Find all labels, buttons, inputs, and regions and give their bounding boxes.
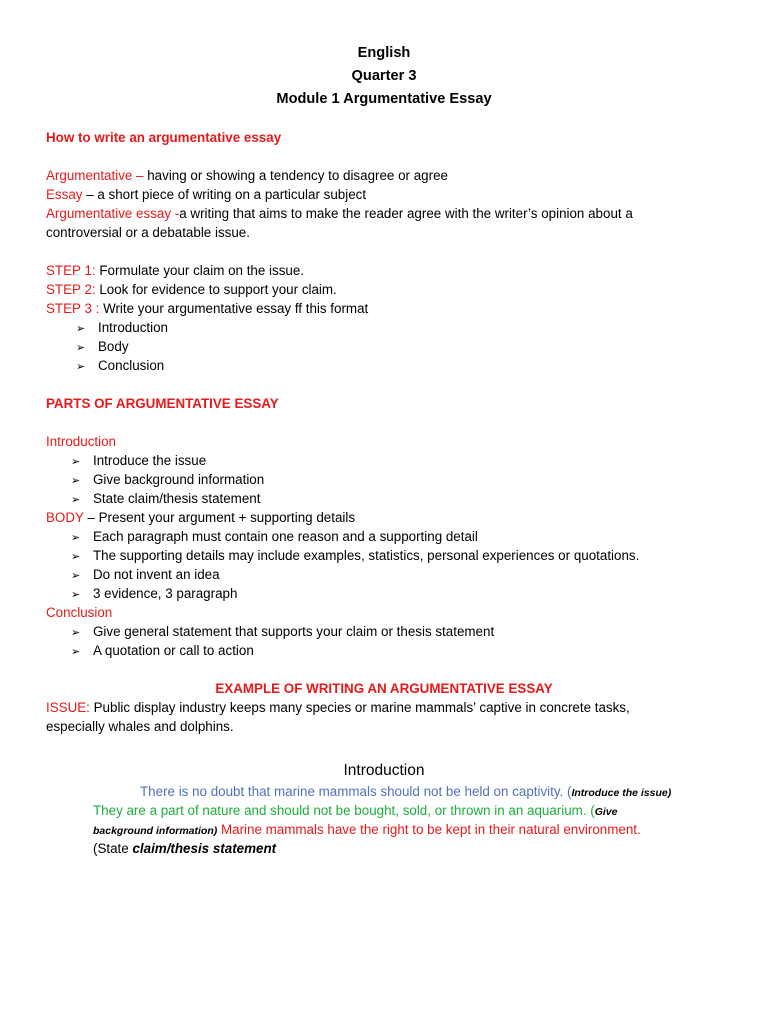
sentence-note: claim/thesis statement xyxy=(132,841,277,856)
list-item-label: 3 evidence, 3 paragraph xyxy=(93,586,238,601)
list-item xyxy=(71,451,206,472)
list-item xyxy=(71,470,264,491)
definition-text: having or showing a tendency to disagree or agree xyxy=(143,168,448,183)
arrowhead-bullet-icon: ➢ xyxy=(71,456,81,468)
list-item-label: Introduce the issue xyxy=(93,453,207,468)
sentence-note: Give xyxy=(594,806,618,818)
arrowhead-bullet-icon: ➢ xyxy=(71,646,81,658)
step-text: Formulate your claim on the issue. xyxy=(95,263,305,278)
arrowhead-bullet-icon: ➢ xyxy=(76,361,86,373)
step-text: Look for evidence to support your claim. xyxy=(95,282,337,297)
issue-sentence: There is no doubt that marine mammals should not be held on captivity. ( xyxy=(140,784,572,799)
step-2 xyxy=(46,280,337,299)
arrowhead-bullet-icon: ➢ xyxy=(71,570,81,582)
list-item xyxy=(71,584,237,605)
format-item-label: Introduction xyxy=(98,320,168,335)
arrowhead-bullet-icon: ➢ xyxy=(71,589,81,601)
sentence-note: background information) xyxy=(93,825,218,837)
sentence-note: Introduce the issue) xyxy=(571,787,672,799)
quarter-title: Quarter 3 xyxy=(351,68,417,84)
step-label: STEP 2: xyxy=(46,282,96,297)
list-item-label: Give background information xyxy=(93,472,265,487)
definition-text: – a short piece of writing on a particular subject xyxy=(82,187,367,202)
parts-heading: PARTS OF ARGUMENTATIVE ESSAY xyxy=(46,396,279,411)
step-label: STEP 3 : xyxy=(46,301,100,316)
issue-continuation: especially whales and dolphins. xyxy=(46,719,234,734)
arrowhead-bullet-icon: ➢ xyxy=(71,475,81,487)
list-item xyxy=(71,489,260,510)
state-prefix: (State xyxy=(93,841,133,856)
list-item-label: Do not invent an idea xyxy=(93,567,220,582)
definition-term: Argumentative essay - xyxy=(46,206,180,221)
subject-title: English xyxy=(357,45,411,61)
arrowhead-bullet-icon: ➢ xyxy=(76,323,86,335)
arrowhead-bullet-icon: ➢ xyxy=(71,494,81,506)
issue-text: Public display industry keeps many species or marine mammals’ captive in concrete tasks, xyxy=(89,700,630,715)
list-item xyxy=(71,527,478,548)
arrowhead-bullet-icon: ➢ xyxy=(76,342,86,354)
format-item xyxy=(76,337,129,358)
definition-argumentative-essay xyxy=(46,204,633,223)
body-text: – Present your argument + supporting details xyxy=(83,510,356,525)
arrowhead-bullet-icon: ➢ xyxy=(71,532,81,544)
body-label: BODY xyxy=(46,510,84,525)
arrowhead-bullet-icon: ➢ xyxy=(71,627,81,639)
step-text: Write your argumentative essay ff this format xyxy=(99,301,369,316)
example-sentence-2 xyxy=(93,801,617,822)
module-title: Module 1 Argumentative Essay xyxy=(276,91,492,107)
example-heading: EXAMPLE OF WRITING AN ARGUMENTATIVE ESSAY xyxy=(215,681,553,696)
example-sentence-4 xyxy=(93,839,276,858)
example-sentence-1 xyxy=(140,782,671,803)
step-1 xyxy=(46,261,304,280)
definition-argumentative xyxy=(46,166,448,185)
list-item-label: State claim/thesis statement xyxy=(93,491,261,506)
list-item-label: The supporting details may include examples, statistics, personal experiences or quotations. xyxy=(93,548,640,563)
list-item-label: Each paragraph must contain one reason and a supporting detail xyxy=(93,529,478,544)
arrowhead-bullet-icon: ➢ xyxy=(71,551,81,563)
conclusion-label: Conclusion xyxy=(46,605,113,620)
list-item-label: Give general statement that supports your claim or thesis statement xyxy=(93,624,495,639)
list-item xyxy=(71,565,220,586)
definition-term: Essay xyxy=(46,187,83,202)
example-introduction-heading: Introduction xyxy=(343,762,425,779)
definition-essay xyxy=(46,185,366,204)
list-item xyxy=(71,546,639,567)
format-item xyxy=(76,356,164,377)
definition-term: Argumentative – xyxy=(46,168,144,183)
step-label: STEP 1: xyxy=(46,263,96,278)
list-item xyxy=(71,641,254,662)
format-item-label: Body xyxy=(98,339,129,354)
format-item-label: Conclusion xyxy=(98,358,165,373)
definition-continuation: controversial or a debatable issue. xyxy=(46,225,250,240)
claim-sentence: Marine mammals have the right to be kept in their natural environment. xyxy=(217,822,641,837)
format-item xyxy=(76,318,168,339)
issue-line xyxy=(46,698,630,717)
body-line xyxy=(46,508,355,527)
example-sentence-3 xyxy=(93,820,641,841)
list-item xyxy=(71,622,494,643)
step-3 xyxy=(46,299,368,318)
how-to-heading: How to write an argumentative essay xyxy=(46,130,282,145)
introduction-label: Introduction xyxy=(46,434,116,449)
issue-label: ISSUE: xyxy=(46,700,90,715)
definition-text: a writing that aims to make the reader agree with the writer’s opinion about a xyxy=(179,206,633,221)
list-item-label: A quotation or call to action xyxy=(93,643,254,658)
background-sentence: They are a part of nature and should not be bought, sold, or thrown in an aquarium. ( xyxy=(93,803,595,818)
